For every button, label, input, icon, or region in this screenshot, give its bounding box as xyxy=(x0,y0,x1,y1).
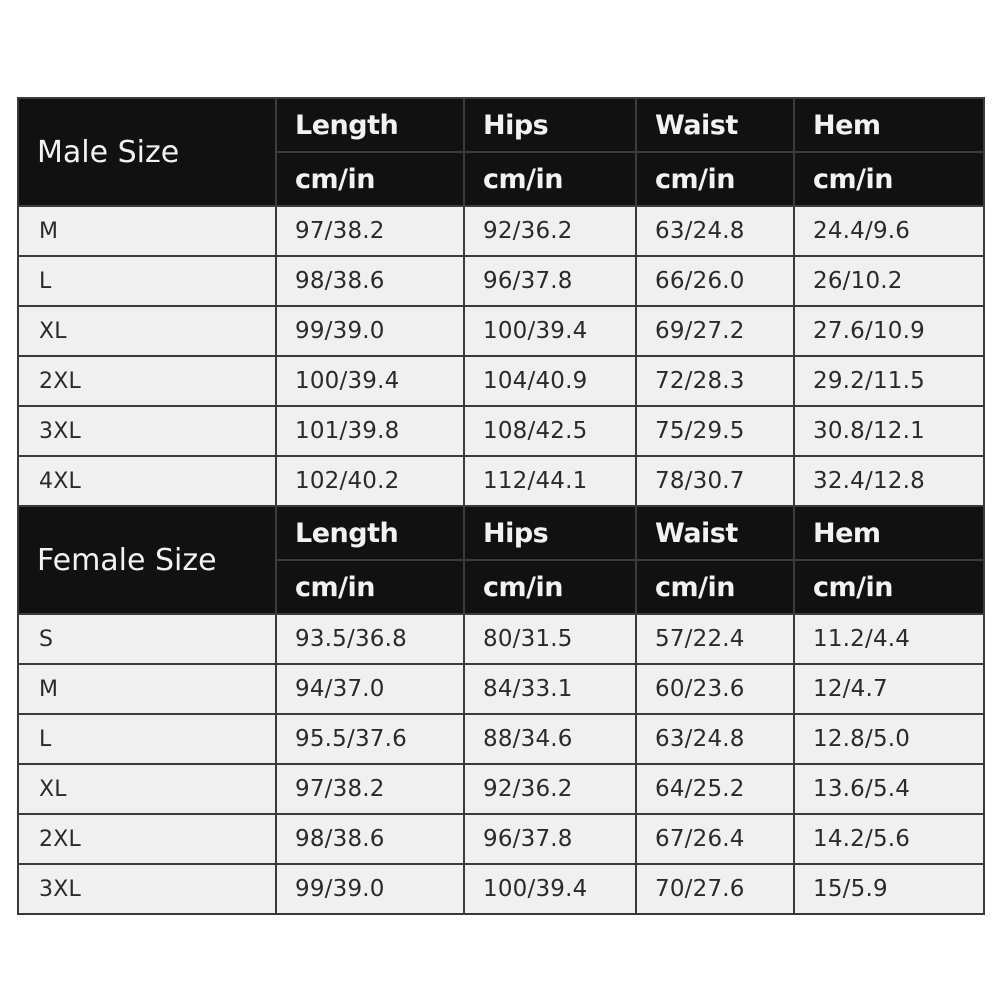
male-size-cell: 3XL xyxy=(18,406,276,456)
female-hips-cell: 84/33.1 xyxy=(464,664,636,714)
male-hem-cell: 30.8/12.1 xyxy=(794,406,984,456)
male-hem-header: Hem xyxy=(794,98,984,152)
female-hips-cell: 92/36.2 xyxy=(464,764,636,814)
male-hips-cell: 112/44.1 xyxy=(464,456,636,506)
male-hem-cell: 27.6/10.9 xyxy=(794,306,984,356)
male-waist-cell: 72/28.3 xyxy=(636,356,794,406)
male-size-row xyxy=(18,356,984,406)
female-size-cell: 2XL xyxy=(18,814,276,864)
female-hem-cell: 15/5.9 xyxy=(794,864,984,914)
female-hips-cell: 80/31.5 xyxy=(464,614,636,664)
male-section xyxy=(18,98,984,206)
female-waist-cell: 57/22.4 xyxy=(636,614,794,664)
male-length-header: Length xyxy=(276,98,464,152)
female-length-cell: 94/37.0 xyxy=(276,664,464,714)
female-hem-header: Hem xyxy=(794,506,984,560)
female-size-row xyxy=(18,864,984,914)
male-size-row xyxy=(18,456,984,506)
female-hips-cell: 96/37.8 xyxy=(464,814,636,864)
female-length-unit: cm/in xyxy=(276,560,464,614)
female-rows xyxy=(18,614,984,914)
male-size-cell: XL xyxy=(18,306,276,356)
male-waist-unit: cm/in xyxy=(636,152,794,206)
female-hips-cell: 88/34.6 xyxy=(464,714,636,764)
male-hem-cell: 29.2/11.5 xyxy=(794,356,984,406)
male-length-cell: 99/39.0 xyxy=(276,306,464,356)
female-size-cell: L xyxy=(18,714,276,764)
male-length-cell: 98/38.6 xyxy=(276,256,464,306)
male-length-cell: 101/39.8 xyxy=(276,406,464,456)
male-length-unit: cm/in xyxy=(276,152,464,206)
female-hem-cell: 14.2/5.6 xyxy=(794,814,984,864)
male-waist-cell: 78/30.7 xyxy=(636,456,794,506)
male-waist-header: Waist xyxy=(636,98,794,152)
male-size-row xyxy=(18,256,984,306)
male-hips-cell: 96/37.8 xyxy=(464,256,636,306)
female-length-header: Length xyxy=(276,506,464,560)
male-hem-unit: cm/in xyxy=(794,152,984,206)
male-size-row xyxy=(18,206,984,256)
male-hips-header: Hips xyxy=(464,98,636,152)
female-length-cell: 93.5/36.8 xyxy=(276,614,464,664)
male-length-cell: 102/40.2 xyxy=(276,456,464,506)
male-waist-cell: 69/27.2 xyxy=(636,306,794,356)
female-size-cell: XL xyxy=(18,764,276,814)
female-waist-unit: cm/in xyxy=(636,560,794,614)
female-size-label: Female Size xyxy=(18,506,276,614)
female-length-cell: 95.5/37.6 xyxy=(276,714,464,764)
female-waist-header: Waist xyxy=(636,506,794,560)
bottom-margin xyxy=(0,944,1000,1000)
female-size-cell: M xyxy=(18,664,276,714)
female-length-cell: 99/39.0 xyxy=(276,864,464,914)
male-length-cell: 100/39.4 xyxy=(276,356,464,406)
female-length-cell: 97/38.2 xyxy=(276,764,464,814)
female-waist-cell: 64/25.2 xyxy=(636,764,794,814)
male-size-row xyxy=(18,406,984,456)
male-header-row xyxy=(18,98,984,152)
male-hips-cell: 92/36.2 xyxy=(464,206,636,256)
female-size-cell: S xyxy=(18,614,276,664)
female-size-cell: 3XL xyxy=(18,864,276,914)
male-waist-cell: 66/26.0 xyxy=(636,256,794,306)
female-hips-unit: cm/in xyxy=(464,560,636,614)
male-hem-cell: 26/10.2 xyxy=(794,256,984,306)
male-size-cell: M xyxy=(18,206,276,256)
female-length-cell: 98/38.6 xyxy=(276,814,464,864)
male-length-cell: 97/38.2 xyxy=(276,206,464,256)
female-size-row xyxy=(18,814,984,864)
male-size-label: Male Size xyxy=(18,98,276,206)
male-size-cell: L xyxy=(18,256,276,306)
male-waist-cell: 75/29.5 xyxy=(636,406,794,456)
female-hips-cell: 100/39.4 xyxy=(464,864,636,914)
female-waist-cell: 60/23.6 xyxy=(636,664,794,714)
female-waist-cell: 63/24.8 xyxy=(636,714,794,764)
female-section xyxy=(18,506,984,614)
female-size-row xyxy=(18,614,984,664)
female-hem-cell: 13.6/5.4 xyxy=(794,764,984,814)
female-hem-cell: 12/4.7 xyxy=(794,664,984,714)
female-hem-unit: cm/in xyxy=(794,560,984,614)
male-size-cell: 2XL xyxy=(18,356,276,406)
female-waist-cell: 67/26.4 xyxy=(636,814,794,864)
female-waist-cell: 70/27.6 xyxy=(636,864,794,914)
male-hips-cell: 100/39.4 xyxy=(464,306,636,356)
female-hem-cell: 11.2/4.4 xyxy=(794,614,984,664)
female-size-row xyxy=(18,764,984,814)
male-hips-cell: 108/42.5 xyxy=(464,406,636,456)
male-hem-cell: 24.4/9.6 xyxy=(794,206,984,256)
male-hem-cell: 32.4/12.8 xyxy=(794,456,984,506)
male-size-cell: 4XL xyxy=(18,456,276,506)
male-hips-unit: cm/in xyxy=(464,152,636,206)
male-rows xyxy=(18,206,984,506)
male-size-row xyxy=(18,306,984,356)
female-size-row xyxy=(18,714,984,764)
female-header-row xyxy=(18,506,984,560)
male-waist-cell: 63/24.8 xyxy=(636,206,794,256)
female-hips-header: Hips xyxy=(464,506,636,560)
size-chart-table xyxy=(17,97,985,915)
male-hips-cell: 104/40.9 xyxy=(464,356,636,406)
female-hem-cell: 12.8/5.0 xyxy=(794,714,984,764)
female-size-row xyxy=(18,664,984,714)
